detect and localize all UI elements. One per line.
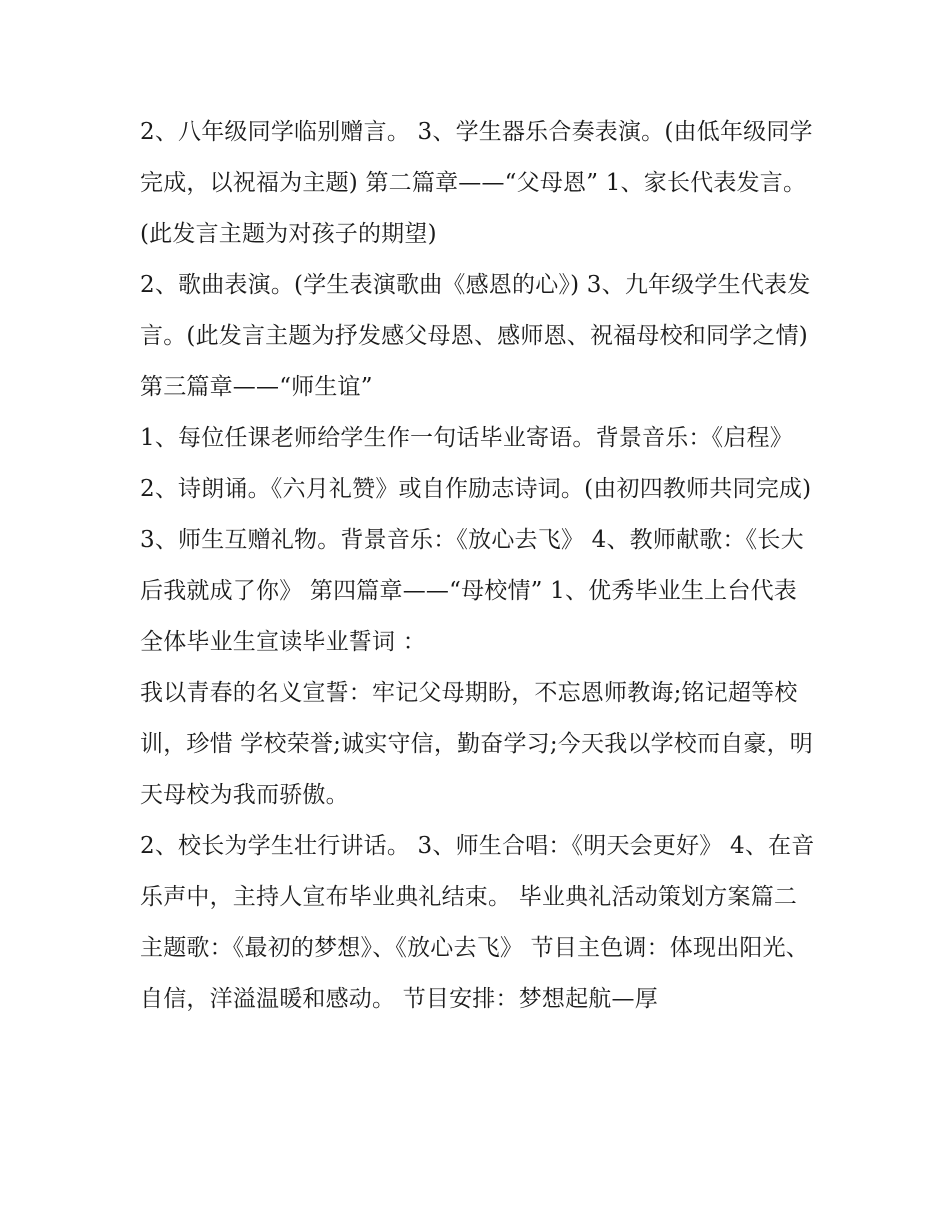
paragraph-6: 2、校长为学生壮行讲话。 3、师生合唱：《明天会更好》 4、在音乐声中，主持人宣布毕业典礼结束。 毕业典礼活动策划方案篇二 bbox=[140, 833, 815, 910]
paragraph-2: 2、歌曲表演。(学生表演歌曲《感恩的心》) 3、九年级学生代表发言。(此发言主题为抒发感父母恩、感师恩、祝福母校和同学之情) 第三篇章——“师生谊” bbox=[140, 272, 811, 400]
paragraph-7: 主题歌：《最初的梦想》、《放心去飞》 节目主色调：体现出阳光、自信，洋溢温暖和感动。 节目安排：梦想起航—厚 bbox=[140, 935, 810, 1012]
paragraph-1: 2、八年级同学临别赠言。 3、学生器乐合奏表演。(由低年级同学完成，以祝福为主题) 第二篇章——“父母恩” 1、家长代表发言。(此发言主题为对孩子的期望) bbox=[140, 119, 813, 247]
paragraph-4: 3、师生互赠礼物。背景音乐：《放心去飞》 4、教师献歌：《长大后我就成了你》 第四篇章——“母校情” 1、优秀毕业生上台代表全体毕业生宣读毕业誓词 ： bbox=[140, 527, 804, 655]
paragraph-5: 我以青春的名义宣誓：牢记父母期盼，不忘恩师教诲;铭记超等校训，珍惜 学校荣誉;诚实守信，勤奋学习;今天我以学校而自豪，明天母校为我而骄傲。 bbox=[140, 680, 814, 808]
paragraph-3: 1、每位任课老师给学生作一句话毕业寄语。背景音乐：《启程》 2、诗朗诵。《六月礼赞》或自作励志诗词。(由初四教师共同完成) bbox=[140, 425, 812, 502]
document-body bbox=[140, 107, 820, 1025]
